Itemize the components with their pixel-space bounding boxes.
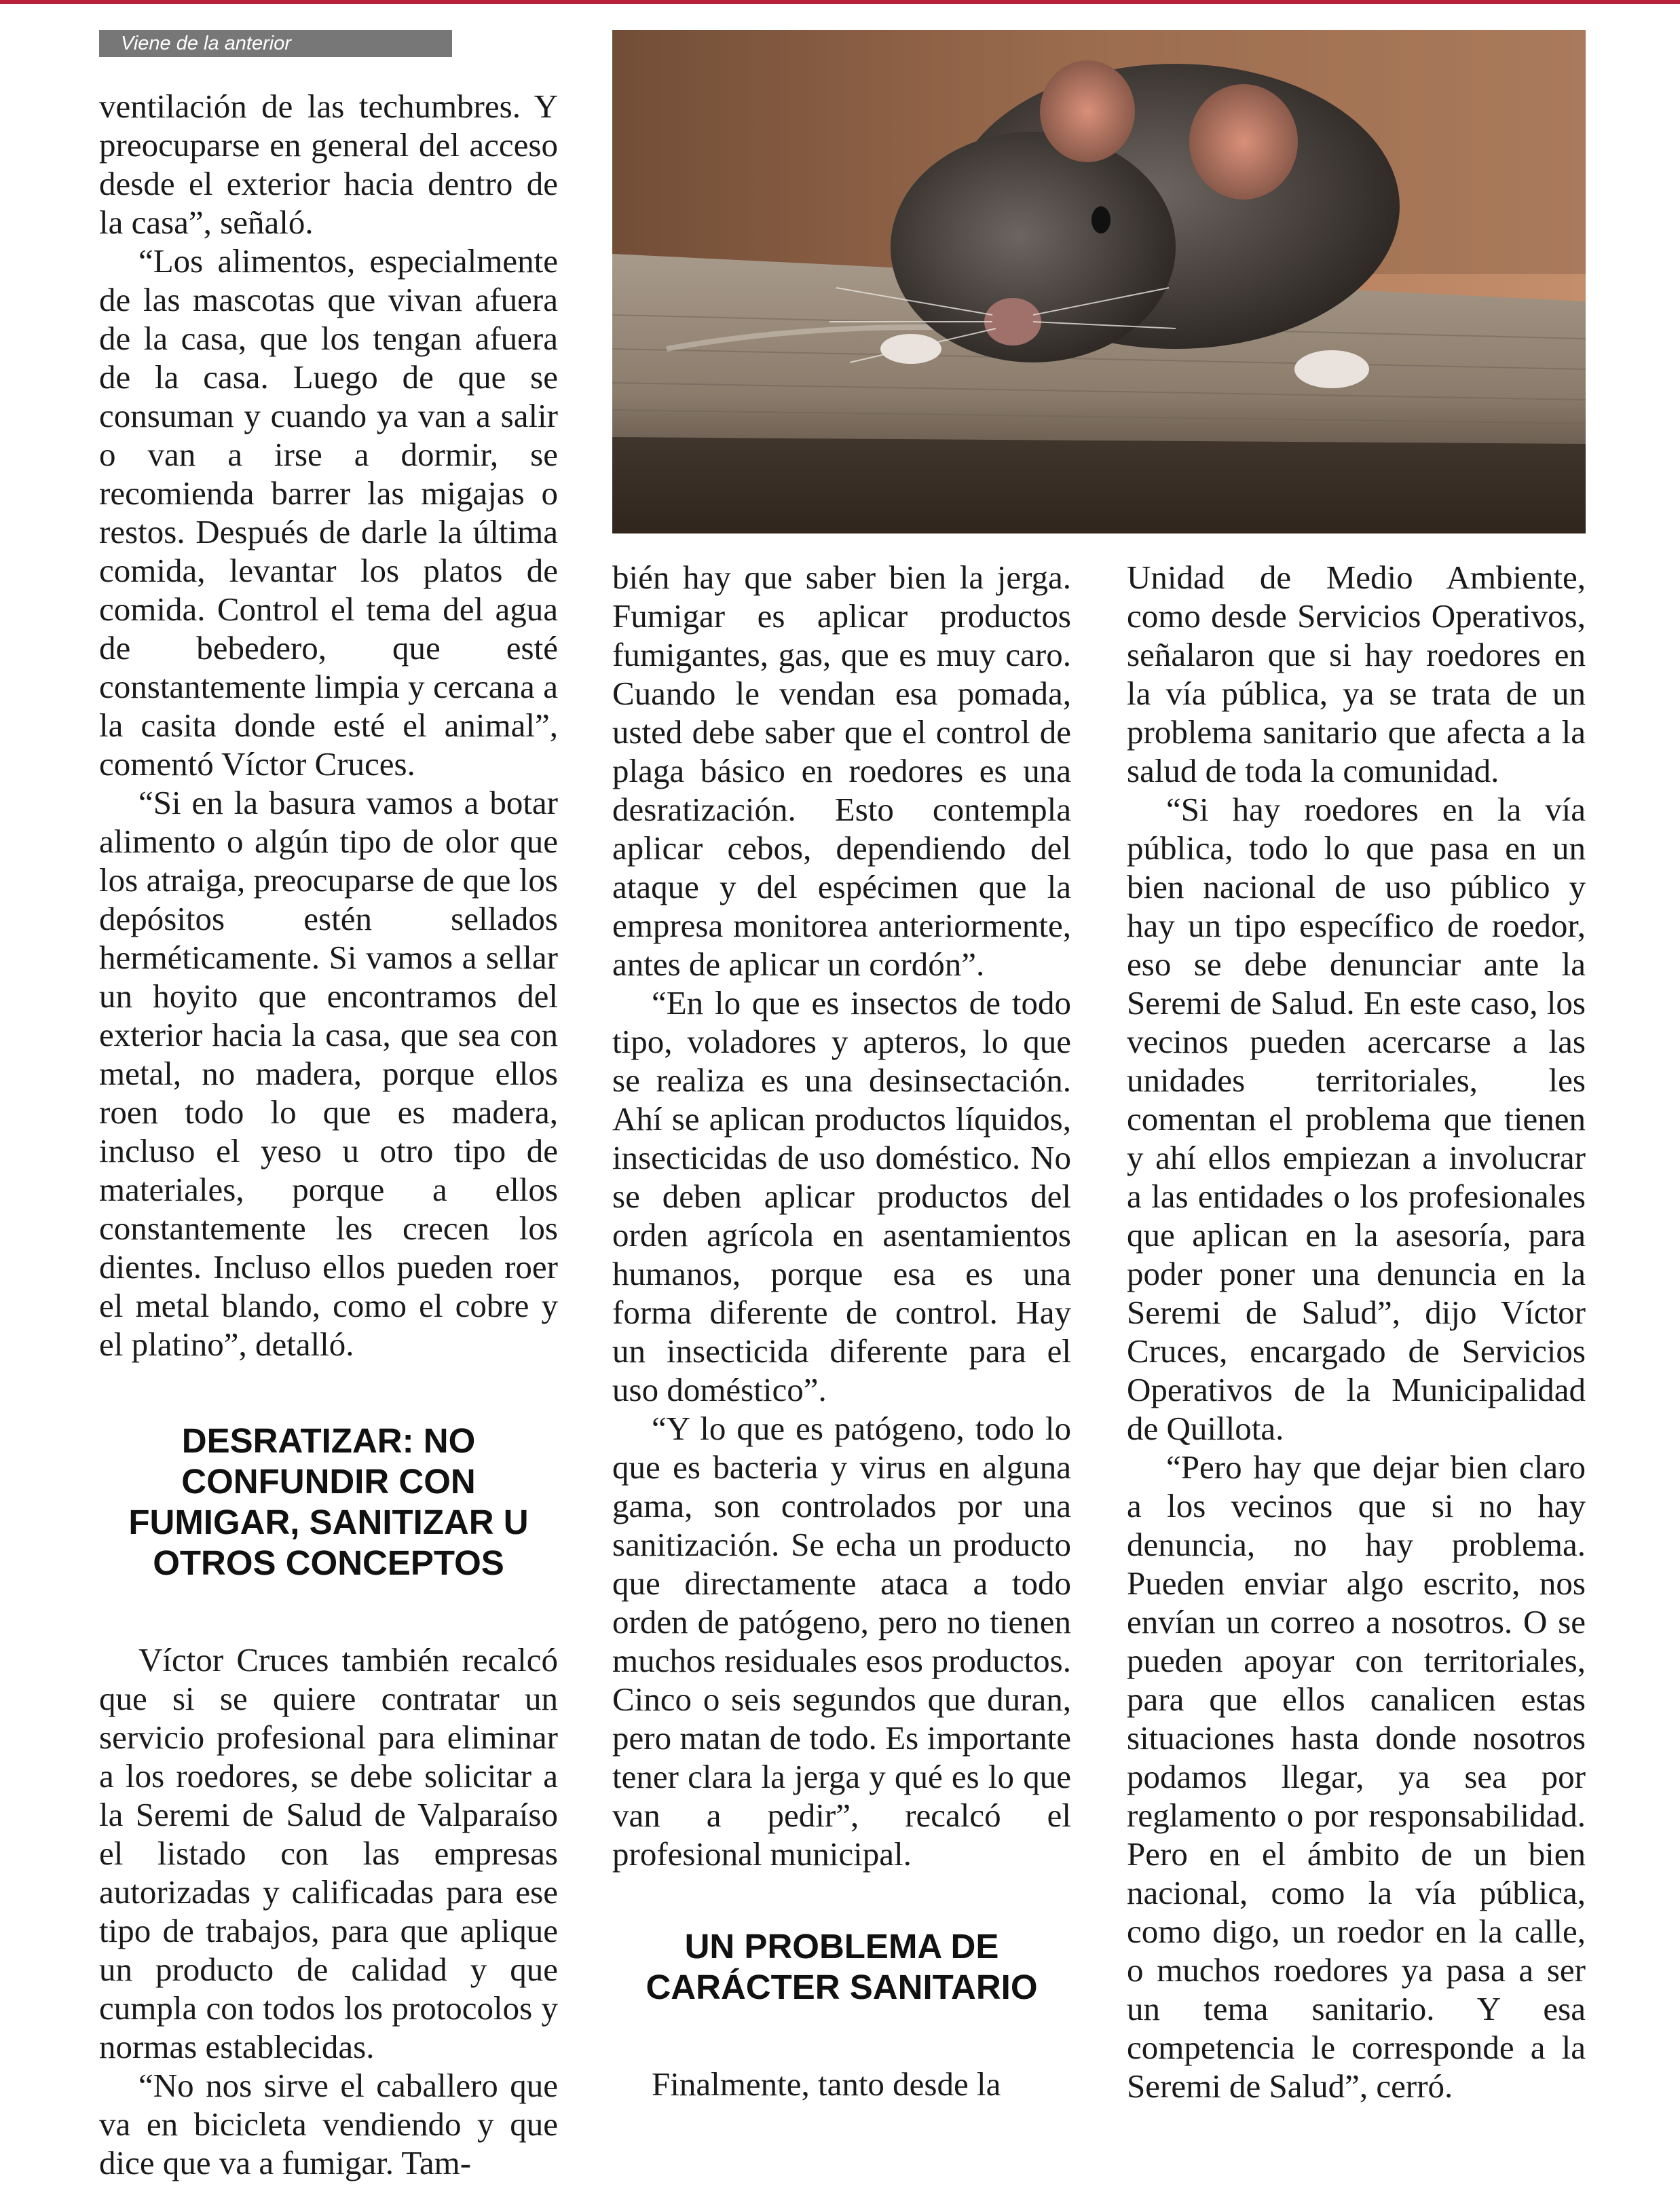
rat-photo — [612, 30, 1586, 533]
top-rule — [0, 0, 1680, 4]
paragraph: Víctor Cruces también recalcó que si se quiere contratar un servicio profesional para eliminar a los roedores, se debe solicitar a la Seremi de Salud de Valparaíso el listado con las empresas autorizadas y calificadas para ese tipo de trabajos, para que aplique un producto de calidad y que cumpla con todos los protocolos y normas establecidas. — [99, 1641, 558, 2065]
paragraph: “Pero hay que dejar bien claro a los vecinos que si no hay denuncia, no hay problema. Pueden enviar algo escrito, nos envían un correo a nosotros. O se pueden apoyar con territoriales, para que ellos canalicen estas situaciones hasta donde nosotros podamos llegar, ya sea por reglamento o por responsabilidad. Pero en el ámbito de un bien nacional, como la vía pública, como digo, un roedor en la calle, o muchos roedores ya pasa a ser un tema sanitario. Y esa competencia le corresponde a la Seremi de Salud”, cerró. — [1127, 1448, 1586, 2105]
paragraph: “Y lo que es patógeno, todo lo que es bacteria y virus en alguna gama, son controlados por una sanitización. Se echa un producto que directamente ataca a todo orden de patógeno, pero no tienen muchos residuales esos productos. Cinco o seis segundos que duran, pero matan de todo. Es importante tener clara la jerga y qué es lo que van a pedir”, recalcó el profesional municipal. — [612, 1410, 1071, 1873]
paragraph: “Si hay roedores en la vía pública, todo lo que pasa en un bien nacional de uso público y hay un tipo específico de roedor, eso se debe denunciar ante la Seremi de Salud. En este caso, los vecinos pueden acercarse a las unidades territoriales, les comentan el problema que tienen y ahí ellos empiezan a involucrar a las entidades o los profesionales que aplican en la asesoría, para poder poner una denuncia en la Seremi de Salud”, dijo Víctor Cruces, encargado de Servicios Operativos de la Municipalidad de Quillota. — [1127, 791, 1586, 1447]
paragraph: “Los alimentos, especialmente de las mascotas que vivan afuera de la casa, que los tengan afuera de la casa. Luego de que se consuman y cuando ya van a salir o van a irse a dormir, se recomienda barrer las migajas o restos. Después de darle la última comida, levantar los platos de comida. Control el tema del agua de bebedero, que esté constantemente limpia y cercana a la casita donde esté el animal”, comentó Víctor Cruces. — [99, 242, 558, 783]
paragraph: bién hay que saber bien la jerga. Fumigar es aplicar productos fumigantes, gas, que es muy caro. Cuando le vendan esa pomada, usted debe saber que el control de plaga básico en roedores es una desratización. Esto contempla aplicar cebos, dependiendo del ataque y del espécimen que la empresa monitorea anteriormente, antes de aplicar un cordón”. — [612, 559, 1071, 983]
paragraph: “No nos sirve el caballero que va en bicicleta vendiendo y que dice que va a fumigar. Tam- — [99, 2067, 558, 2181]
column-1 — [99, 87, 558, 2182]
paragraph: ventilación de las techumbres. Y preocuparse en general del acceso desde el exterior hacia dentro de la casa”, señaló. — [99, 88, 558, 241]
section-heading: DESRATIZAR: NO CONFUNDIR CON FUMIGAR, SANITIZAR U OTROS CONCEPTOS — [128, 1421, 529, 1582]
column-3 — [1127, 558, 1586, 2105]
paragraph: “Si en la basura vamos a botar alimento o algún tipo de olor que los atraiga, preocuparse de que los depósitos estén sellados herméticamente. Si vamos a sellar un hoyito que encontramos del exterior hacia la casa, que sea con metal, no madera, porque ellos roen todo lo que es madera, incluso el yeso u otro tipo de materiales, porque a ellos constantemente les crecen los dientes. Incluso ellos pueden roer el metal blando, como el cobre y el platino”, detalló. — [99, 784, 558, 1363]
section-heading: UN PROBLEMA DE CARÁCTER SANITARIO — [646, 1927, 1038, 2006]
paragraph: “En lo que es insectos de todo tipo, voladores y apteros, lo que se realiza es una desinsectación. Ahí se aplican productos líquidos, insecticidas de uso doméstico. No se deben aplicar productos del orden agrícola en asentamientos humanos, porque esa es una forma diferente de control. Hay un insecticida diferente para el uso doméstico”. — [612, 984, 1071, 1408]
column-2 — [612, 558, 1071, 2103]
paragraph: Unidad de Medio Ambiente, como desde Servicios Operativos, señalaron que si hay roedores en la vía pública, ya se trata de un problema sanitario que afecta a la salud de toda la comunidad. — [1127, 559, 1586, 789]
paragraph: Finalmente, tanto desde la — [652, 2065, 1001, 2103]
continuation-label: Viene de la anterior — [99, 30, 452, 57]
